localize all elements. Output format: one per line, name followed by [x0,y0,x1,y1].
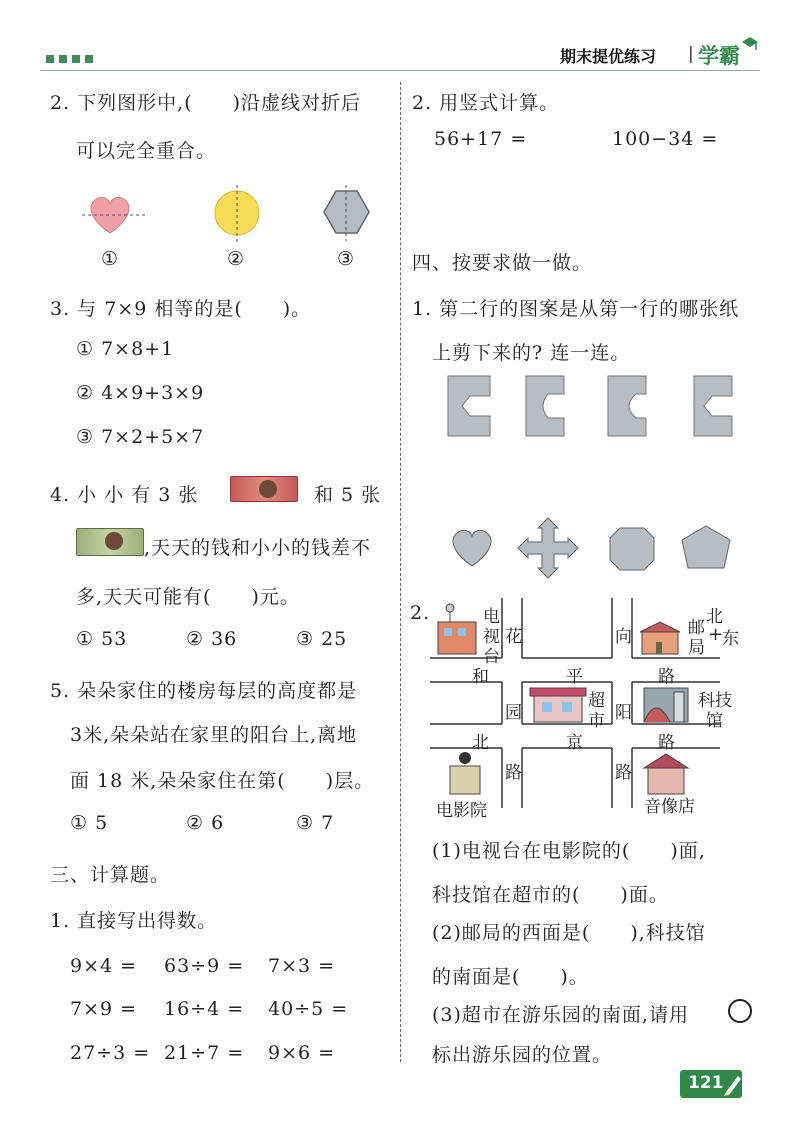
q4-line1a: 4. 小 小 有 3 张 [50,484,199,506]
header-brand: 学霸 [698,44,740,68]
map-label-lu1: 路 [658,667,675,687]
map-q3-line2: 标出游乐园的位置。 [432,1044,613,1066]
cut-shapes-row [448,512,768,582]
section4-q1-line2: 上剪下来的? 连一连。 [432,342,631,364]
compass-east: 东 [722,629,739,649]
header-square-4 [85,55,93,63]
map-label-yang: 阳 [615,703,632,723]
q2-label-3: ③ [337,248,356,270]
cut-pentagon [682,526,730,568]
map-q1-line2: 科技馆在超市的( )面。 [432,884,669,906]
paper-card-4 [694,376,732,436]
map-label-ping: 平 [566,667,583,687]
q5-line1: 5. 朵朵家住的楼房每层的高度都是 [50,680,358,702]
map-label-lu3: 路 [505,763,522,783]
header-square-1 [46,55,54,63]
map-label-xiang: 向 [615,627,632,647]
map-label-music: 音像店 [644,797,695,817]
map-label-market-2: 市 [588,711,605,731]
column-divider [400,82,401,1062]
q3-option-3: ③ 7×2+5×7 [76,426,205,448]
calc-r3c3: 9×6 = [268,1042,336,1064]
calc-r3c2: 21÷7 = [164,1042,245,1064]
map-label-lu4: 路 [615,763,632,783]
q2-label-1: ① [101,248,120,270]
q5-option-2: ② 6 [186,812,225,834]
map-label-tv-3: 台 [483,647,500,667]
section3-sub1: 1. 直接写出得数。 [50,910,218,932]
q4-line1b: 和 5 张 [314,484,382,506]
q3-option-2: ② 4×9+3×9 [76,382,205,404]
q2-label-2: ② [227,248,246,270]
map-label-tv-1: 电 [483,607,500,627]
cut-cross-arrows [518,518,578,578]
map-label-post-1: 邮 [688,618,705,638]
header-separator: | [688,44,694,64]
map-label-yuan: 园 [505,703,522,723]
tv-station-icon [438,604,476,654]
map-q1-line1: (1)电视台在电影院的( )面, [432,840,706,862]
compass-north: 北 [706,607,723,627]
paper-cards-row [440,372,760,442]
section4-title: 四、按要求做一做。 [412,252,593,274]
post-office-icon [640,622,680,654]
pencil-icon [722,1072,742,1096]
science-museum-icon [644,688,688,722]
q2calc-expr-2: 100−34 = [612,128,719,150]
map-label-jing: 京 [566,733,583,753]
map-q2-line1: (2)邮局的西面是( ),科技馆 [432,922,706,944]
q2-line1: 2. 下列图形中,( )沿虚线对折后 [50,92,362,114]
map-label-tv-2: 视 [483,627,500,647]
q2calc-expr-1: 56+17 = [434,128,528,150]
q4-option-1: ① 53 [76,628,128,650]
q2calc-title: 2. 用竖式计算。 [412,92,560,114]
map-label-post-2: 局 [688,638,705,658]
map-number: 2. [410,602,431,624]
calc-r3c1: 27÷3 = [70,1042,151,1064]
calc-r1c2: 63÷9 = [164,955,245,977]
q5-option-3: ③ 7 [296,812,335,834]
map-label-hua: 花 [505,627,522,647]
header-rule [40,70,760,71]
map-label-lu2: 路 [658,733,675,753]
section4-q1-line1: 1. 第二行的图案是从第一行的哪张纸 [412,298,740,320]
banknote-20-image [230,476,298,502]
q4-option-3: ③ 25 [296,628,348,650]
calc-r2c2: 16÷4 = [164,998,245,1020]
q5-option-1: ① 5 [70,812,109,834]
map-q2-line2: 的南面是( )。 [432,966,589,988]
paper-card-1 [448,376,490,436]
header-title: 期末提优练习 [560,47,657,66]
cut-heart [453,530,491,566]
page-number: 121 [688,1073,724,1093]
cinema-icon [450,752,480,794]
q5-line2: 3米,朵朵站在家里的阳台上,离地 [70,724,358,746]
q4-line2: ,天天的钱和小小的钱差不 [144,537,372,559]
q5-line3: 面 18 米,朵朵家住在第( )层。 [70,770,375,792]
graduation-cap-icon [740,34,760,54]
q3-option-1: ① 7×8+1 [76,338,175,360]
music-store-icon [644,754,688,794]
calc-r2c1: 7×9 = [70,998,138,1020]
q2-shapes [80,185,380,245]
calc-r1c1: 9×4 = [70,955,138,977]
map-label-bei: 北 [472,733,489,753]
header-square-3 [72,55,80,63]
map-label-market-1: 超 [588,691,605,711]
q3-stem: 3. 与 7×9 相等的是( )。 [50,298,312,320]
city-map [430,598,720,820]
map-label-science-2: 馆 [706,711,723,731]
calc-r2c3: 40÷5 = [268,998,349,1020]
map-label-he: 和 [472,667,489,687]
map-label-science-1: 科技 [698,691,732,711]
map-label-cinema: 电影院 [436,801,487,821]
map-q3-line1: (3)超市在游乐园的南面,请用 [432,1004,689,1026]
header-square-2 [59,55,67,63]
paper-card-2 [526,376,564,436]
q4-line3: 多,天天可能有( )元。 [76,586,300,608]
q4-option-2: ② 36 [186,628,238,650]
paper-card-3 [608,376,646,436]
cut-octagon [610,528,654,570]
compass-cross-icon: + [708,624,724,645]
circle-symbol-icon [728,999,752,1023]
q2-line2: 可以完全重合。 [76,140,217,162]
section3-title: 三、计算题。 [50,864,171,886]
calc-r1c3: 7×3 = [268,955,336,977]
supermarket-icon [530,688,586,722]
banknote-1-image [76,528,144,556]
